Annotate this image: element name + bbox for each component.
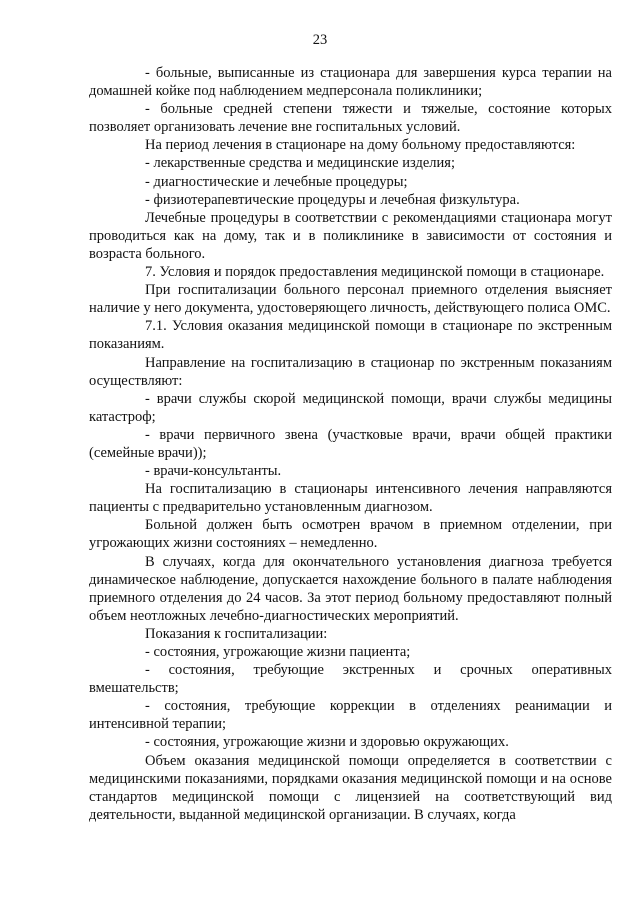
section-heading: 7. Условия и порядок предоставления медицинской помощи в стационаре. [145,264,605,281]
paragraph: - физиотерапевтические процедуры и лечебная физкультура. [145,191,520,208]
paragraph: При госпитализации больного персонал приемного отделения выясняет наличие у него документа, удостоверяющего личность, действующего полиса ОМС. [89,282,612,317]
paragraph: В случаях, когда для окончательного установления диагноза требуется динамическое наблюдение, допускается нахождение больного в палате наблюдения приемного отделения до 24 часов. За этот период больному предоставляют полный объем неотложных лечебно-диагностических мероприятий. [89,553,612,624]
paragraph: Больной должен быть осмотрен врачом в приемном отделении, при угрожающих жизни состояниях – немедленно. [89,517,612,552]
paragraph: На госпитализацию в стационары интенсивного лечения направляются пациенты с предварительно установленным диагнозом. [89,481,612,516]
paragraph: Лечебные процедуры в соответствии с рекомендациями стационара могут проводиться как на дому, так и в поликлинике в зависимости от состояния и возраста больного. [89,209,612,262]
paragraph: Показания к госпитализации: [145,625,328,642]
paragraph: - врачи первичного звена (участковые врачи, врачи общей практики (семейные врачи)); [89,426,612,461]
paragraph: На период лечения в стационаре на дому больному предоставляются: [145,137,576,154]
paragraph: - врачи службы скорой медицинской помощи, врачи службы медицины катастроф; [89,390,612,425]
paragraph: - состояния, требующие коррекции в отделениях реанимации и интенсивной терапии; [89,698,612,733]
subsection-heading: 7.1. Условия оказания медицинской помощи в стационаре по экстренным показаниям. [89,318,612,353]
paragraph: - врачи-консультанты. [145,463,282,480]
paragraph: - состояния, требующие экстренных и срочных оперативных вмешательств; [89,662,612,697]
document-body [89,64,612,824]
paragraph: - диагностические и лечебные процедуры; [145,173,408,190]
paragraph: Направление на госпитализацию в стационар по экстренным показаниям осуществляют: [89,354,612,389]
paragraph: - лекарственные средства и медицинские изделия; [145,155,455,172]
paragraph: Объем оказания медицинской помощи определяется в соответствии с медицинскими показаниями, порядками оказания медицинской помощи и на основе стандартов медицинской помощи с лицензией на соответствующий вид деятельности, выданной медицинской организации. В случаях, когда [89,752,612,823]
paragraph: - состояния, угрожающие жизни и здоровью окружающих. [145,734,509,751]
paragraph: - больные средней степени тяжести и тяжелые, состояние которых позволяет организовать лечение вне госпитальных условий. [89,101,612,136]
page-number: 23 [312,32,328,48]
paragraph: - состояния, угрожающие жизни пациента; [145,644,411,660]
paragraph: - больные, выписанные из стационара для завершения курса терапии на домашней койке под наблюдением медперсонала поликлиники; [89,65,612,100]
